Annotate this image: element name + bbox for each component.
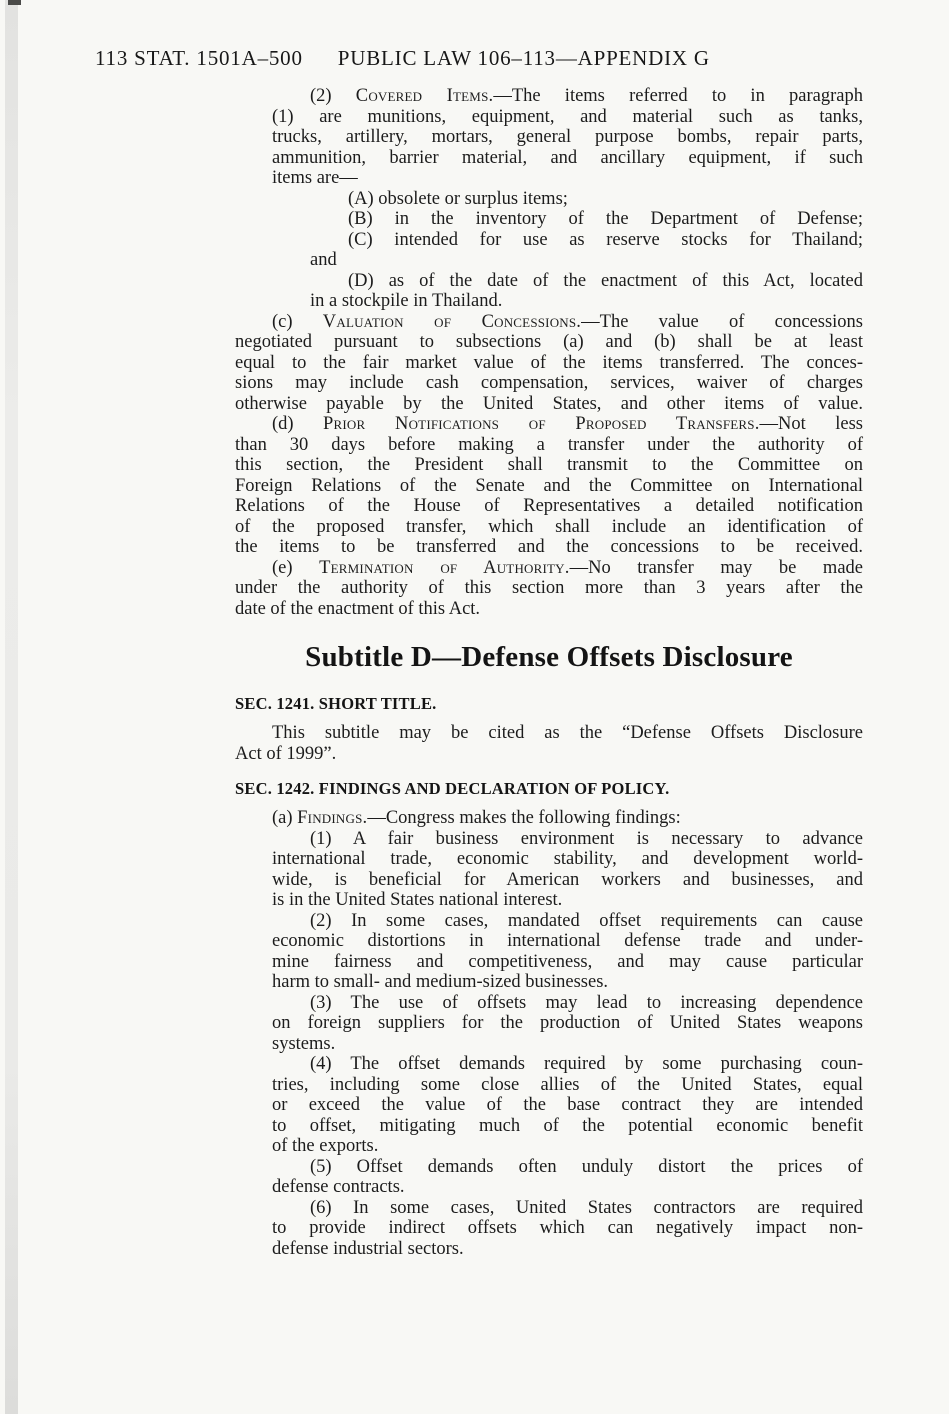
text-segment: (6) In some cases, United States contractors are required bbox=[310, 1197, 863, 1218]
text-segment: sions may include cash compensation, services, waiver of charges bbox=[235, 373, 863, 393]
text-line bbox=[235, 476, 863, 497]
text-segment: This subtitle may be cited as the “Defense Offsets Disclosure bbox=[272, 723, 863, 743]
text-segment: (e) bbox=[272, 557, 320, 578]
text-line bbox=[235, 148, 863, 169]
text-line bbox=[235, 931, 863, 952]
text-line bbox=[235, 599, 863, 620]
text-segment: defense industrial sectors. bbox=[272, 1238, 464, 1259]
finding-2 bbox=[235, 911, 863, 993]
paragraph-valuation-of-concessions bbox=[235, 312, 863, 415]
text-segment: (2) bbox=[310, 86, 356, 106]
text-segment: on foreign suppliers for the production of United States weapons bbox=[272, 1013, 863, 1033]
text-segment: date of the enactment of this Act. bbox=[235, 598, 481, 619]
text-line bbox=[235, 107, 863, 128]
text-line bbox=[235, 537, 863, 558]
text-line bbox=[235, 250, 863, 271]
text-line bbox=[235, 414, 863, 435]
text-segment: harm to small- and medium-sized businesses. bbox=[272, 972, 609, 992]
text-line bbox=[235, 849, 863, 870]
text-line bbox=[235, 496, 863, 517]
text-segment: —Congress makes the following findings: bbox=[367, 808, 681, 828]
text-line bbox=[235, 1136, 863, 1157]
text-line bbox=[235, 808, 863, 829]
text-line bbox=[235, 127, 863, 148]
text-segment: this section, the President shall transmit to the Committee on bbox=[235, 455, 863, 475]
text-line bbox=[235, 1054, 863, 1075]
scan-edge-artifact bbox=[5, 0, 18, 1414]
text-segment: the items to be transferred and the concessions to be received. bbox=[235, 537, 863, 557]
text-line bbox=[235, 1218, 863, 1239]
text-segment: otherwise payable by the United States, and other items of value. bbox=[235, 393, 863, 414]
small-caps-term: Findings. bbox=[297, 808, 368, 828]
paragraph-findings-intro bbox=[235, 808, 863, 829]
text-segment: (2) In some cases, mandated offset requirements can cause bbox=[310, 910, 863, 931]
text-segment: or exceed the value of the base contract they are intended bbox=[272, 1095, 863, 1115]
text-segment: to offset, mitigating much of the potential economic benefit bbox=[272, 1115, 863, 1136]
finding-6 bbox=[235, 1198, 863, 1260]
text-segment: Act of 1999”. bbox=[235, 743, 337, 764]
text-line bbox=[235, 291, 863, 312]
text-segment: negotiated pursuant to subsections (a) and (b) shall be at least bbox=[235, 332, 863, 352]
text-line bbox=[235, 1177, 863, 1198]
text-segment: in a stockpile in Thailand. bbox=[310, 291, 503, 311]
text-line bbox=[235, 271, 863, 292]
small-caps-term: Valuation of Concessions. bbox=[322, 311, 582, 332]
text-segment: —No transfer may be made bbox=[569, 557, 863, 578]
text-line bbox=[235, 353, 863, 374]
text-segment: (B) in the inventory of the Department of Defense; bbox=[348, 209, 863, 229]
text-line bbox=[235, 952, 863, 973]
small-caps-term: Prior Notifications of Proposed Transfers. bbox=[323, 414, 760, 434]
text-line bbox=[235, 209, 863, 230]
text-segment: Relations of the House of Representatives a detailed notification bbox=[235, 496, 863, 516]
text-segment: (c) bbox=[272, 311, 323, 332]
text-line bbox=[235, 189, 863, 210]
text-segment: mine fairness and competitiveness, and may cause particular bbox=[272, 951, 863, 972]
finding-4 bbox=[235, 1054, 863, 1157]
text-segment: ammunition, barrier material, and ancillary equipment, if such bbox=[272, 147, 863, 168]
text-segment: items are— bbox=[272, 168, 358, 188]
text-segment: (d) bbox=[272, 414, 324, 434]
text-segment: systems. bbox=[272, 1033, 336, 1054]
text-segment: is in the United States national interest. bbox=[272, 890, 563, 910]
text-line bbox=[235, 972, 863, 993]
text-line bbox=[235, 723, 863, 744]
text-line bbox=[235, 1013, 863, 1034]
text-line bbox=[235, 1034, 863, 1055]
text-line bbox=[235, 1095, 863, 1116]
text-segment: to provide indirect offsets which can negatively impact non- bbox=[272, 1218, 863, 1238]
small-caps-term: Termination of Authority. bbox=[319, 557, 570, 578]
text-line bbox=[235, 86, 863, 107]
text-line bbox=[235, 1239, 863, 1260]
text-line bbox=[235, 455, 863, 476]
stat-page-number: 113 STAT. 1501A–500 bbox=[95, 46, 303, 70]
finding-5 bbox=[235, 1157, 863, 1198]
text-segment: of the exports. bbox=[272, 1136, 379, 1156]
text-line bbox=[235, 993, 863, 1014]
text-segment: (a) bbox=[272, 808, 298, 828]
text-segment: (1) are munitions, equipment, and material such as tanks, bbox=[272, 106, 863, 127]
paragraph-short-title bbox=[235, 723, 863, 764]
text-segment: international trade, economic stability, and development world- bbox=[272, 849, 863, 869]
text-line bbox=[235, 168, 863, 189]
text-segment: tries, including some close allies of the United States, equal bbox=[272, 1074, 863, 1095]
running-head bbox=[95, 46, 710, 71]
text-line bbox=[235, 1116, 863, 1137]
text-segment: (C) intended for use as reserve stocks for Thailand; bbox=[348, 229, 863, 250]
text-segment: than 30 days before making a transfer under the authority of bbox=[235, 434, 863, 455]
text-line bbox=[235, 1157, 863, 1178]
text-segment: —Not less bbox=[759, 414, 863, 434]
subtitle-heading: Subtitle D—Defense Offsets Disclosure bbox=[305, 641, 793, 673]
text-segment: (3) The use of offsets may lead to increasing dependence bbox=[310, 992, 863, 1013]
text-line bbox=[235, 394, 863, 415]
paragraph-termination-of-authority bbox=[235, 558, 863, 620]
text-line bbox=[235, 312, 863, 333]
document-body bbox=[235, 86, 863, 1259]
finding-1 bbox=[235, 829, 863, 911]
text-line bbox=[235, 890, 863, 911]
finding-3 bbox=[235, 993, 863, 1055]
text-segment: (4) The offset demands required by some purchasing coun- bbox=[310, 1054, 863, 1074]
text-line bbox=[235, 829, 863, 850]
text-line bbox=[235, 558, 863, 579]
text-segment: (1) A fair business environment is necessary to advance bbox=[310, 828, 863, 849]
text-segment: economic distortions in international defense trade and under- bbox=[272, 931, 863, 951]
paragraph-covered-items bbox=[235, 86, 863, 312]
text-segment: defense contracts. bbox=[272, 1177, 405, 1197]
text-segment: (5) Offset demands often unduly distort the prices of bbox=[310, 1156, 863, 1177]
text-segment: Foreign Relations of the Senate and the Committee on International bbox=[235, 475, 863, 496]
text-line bbox=[235, 373, 863, 394]
text-segment: —The items referred to in paragraph bbox=[493, 86, 863, 106]
text-segment: (A) obsolete or surplus items; bbox=[348, 188, 568, 209]
text-line bbox=[235, 911, 863, 932]
scan-corner-mark bbox=[8, 0, 21, 5]
text-line bbox=[235, 1198, 863, 1219]
text-line bbox=[235, 870, 863, 891]
section-heading-1242: SEC. 1242. FINDINGS AND DECLARATION OF POLICY. bbox=[235, 779, 670, 798]
text-line bbox=[235, 230, 863, 251]
text-line bbox=[235, 744, 863, 765]
small-caps-term: Covered Items. bbox=[355, 86, 494, 106]
paragraph-prior-notifications bbox=[235, 414, 863, 558]
public-law-title: PUBLIC LAW 106–113—APPENDIX G bbox=[337, 46, 710, 70]
section-heading-1241: SEC. 1241. SHORT TITLE. bbox=[235, 694, 437, 713]
text-segment: —The value of concessions bbox=[581, 311, 863, 332]
text-segment: equal to the fair market value of the items transferred. The conces- bbox=[235, 352, 863, 373]
text-segment: (D) as of the date of the enactment of this Act, located bbox=[348, 270, 863, 291]
text-segment: wide, is beneficial for American workers and businesses, and bbox=[272, 869, 863, 890]
text-line bbox=[235, 332, 863, 353]
text-line bbox=[235, 517, 863, 538]
text-line bbox=[235, 435, 863, 456]
text-line bbox=[235, 1075, 863, 1096]
text-segment: and bbox=[310, 250, 337, 270]
text-segment: of the proposed transfer, which shall include an identification of bbox=[235, 516, 863, 537]
text-line bbox=[235, 578, 863, 599]
text-segment: trucks, artillery, mortars, general purpose bombs, repair parts, bbox=[272, 127, 863, 147]
text-segment: under the authority of this section more than 3 years after the bbox=[235, 578, 863, 598]
